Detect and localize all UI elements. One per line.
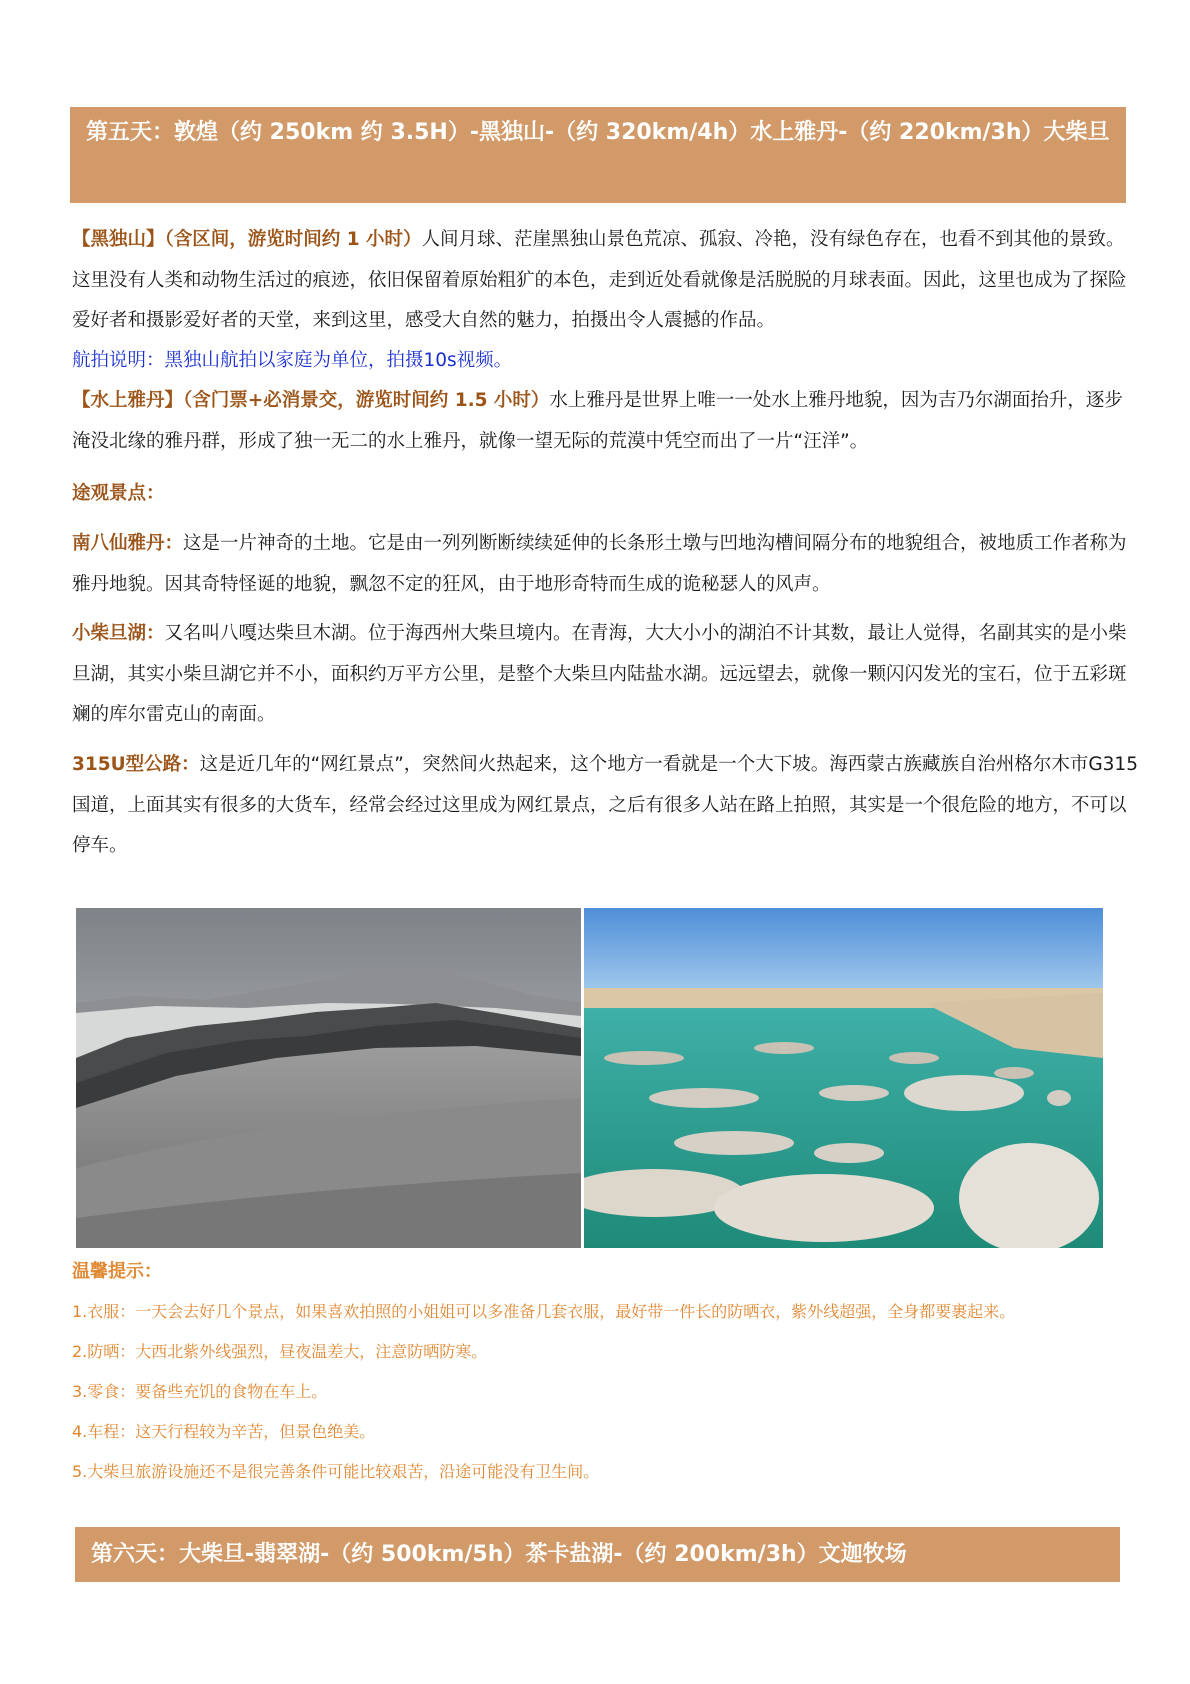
sight-item bbox=[72, 614, 1140, 736]
tip-item: 4.车程：这天行程较为辛苦，但景色绝美。 bbox=[72, 1422, 376, 1441]
tip-item: 3.零食：要备些充饥的食物在车上。 bbox=[72, 1382, 328, 1401]
shuishang-paragraph bbox=[72, 381, 1140, 462]
sight-item bbox=[72, 524, 1140, 605]
tip-item: 2.防晒：大西北紫外线强烈，昼夜温差大，注意防晒防寒。 bbox=[72, 1342, 488, 1361]
sight-name: 小柴旦湖： bbox=[72, 623, 165, 644]
tip-item: 5.大柴旦旅游设施还不是很完善条件可能比较艰苦，沿途可能没有卫生间。 bbox=[72, 1462, 600, 1481]
tips-heading: 温馨提示： bbox=[72, 1261, 162, 1282]
heidushan-name: 【黑独山】（含区间，游览时间约 1 小时） bbox=[72, 229, 422, 250]
sight-name: 南八仙雅丹： bbox=[72, 533, 184, 554]
sights-heading: 途观景点： bbox=[72, 483, 165, 504]
day6-title: 第六天：大柴旦-翡翠湖-（约 500km/5h）茶卡盐湖-（约 200km/3h）文迦牧场 bbox=[91, 1542, 907, 1567]
shuishang-text: 水上雅丹是世界上唯一一处水上雅丹地貌，因为吉乃尔湖面抬升，逐步淹没北缘的雅丹群，形成了独一无二的水上雅丹，就像一望无际的荒漠中凭空而出了一片“汪洋”。 bbox=[72, 390, 1123, 452]
heidushan-paragraph bbox=[72, 220, 1140, 342]
heidushan-photo bbox=[76, 908, 581, 1248]
day5-title: 第五天：敦煌（约 250km 约 3.5H）-黑独山-（约 320km/4h）水上雅丹-（约 220km/3h）大柴旦 bbox=[86, 120, 1110, 145]
sight-name: 315U型公路： bbox=[72, 754, 200, 775]
shuishang-yardang-photo bbox=[584, 908, 1103, 1248]
shuishang-yardang-image bbox=[584, 908, 1103, 1248]
shuishang-name: 【水上雅丹】（含门票+必消景交，游览时间约 1.5 小时） bbox=[72, 390, 550, 411]
heidushan-image bbox=[76, 908, 581, 1248]
sight-item bbox=[72, 745, 1140, 867]
sight-text: 这是一片神奇的土地。它是由一列列断断续续延伸的长条形土墩与凹地沟槽间隔分布的地貌组合，被地质工作者称为雅丹地貌。因其奇特怪诞的地貌，飘忽不定的狂风，由于地形奇特而生成的诡秘瑟人的风声。 bbox=[72, 533, 1127, 595]
sight-text: 这是近几年的“网红景点”，突然间火热起来，这个地方一看就是一个大下坡。海西蒙古族藏族自治州格尔木市G315国道，上面其实有很多的大货车，经常会经过这里成为网红景点，之后有很多人站在路上拍照，其实是一个很危险的地方，不可以停车。 bbox=[72, 754, 1138, 856]
sight-text: 又名叫八嘎达柴旦木湖。位于海西州大柴旦境内。在青海，大大小小的湖泊不计其数，最让人觉得，名副其实的是小柴旦湖，其实小柴旦湖它并不小，面积约万平方公里，是整个大柴旦内陆盐水湖。远远望去，就像一颗闪闪发光的宝石，位于五彩斑斓的库尔雷克山的南面。 bbox=[72, 623, 1127, 725]
day6-banner bbox=[75, 1527, 1120, 1582]
tip-item: 1.衣服：一天会去好几个景点，如果喜欢拍照的小姐姐可以多准备几套衣服，最好带一件长的防晒衣，紫外线超强，全身都要裹起来。 bbox=[72, 1302, 1016, 1321]
day5-banner bbox=[70, 107, 1126, 203]
aerial-note: 航拍说明：黑独山航拍以家庭为单位，拍摄10s视频。 bbox=[72, 350, 513, 371]
heidushan-text: 人间月球、茫崖黑独山景色荒凉、孤寂、冷艳，没有绿色存在，也看不到其他的景致。这里没有人类和动物生活过的痕迹，依旧保留着原始粗犷的本色，走到近处看就像是活脱脱的月球表面。因此，这里也成为了探险爱好者和摄影爱好者的天堂，来到这里，感受大自然的魅力，拍摄出令人震撼的作品。 bbox=[72, 229, 1127, 331]
